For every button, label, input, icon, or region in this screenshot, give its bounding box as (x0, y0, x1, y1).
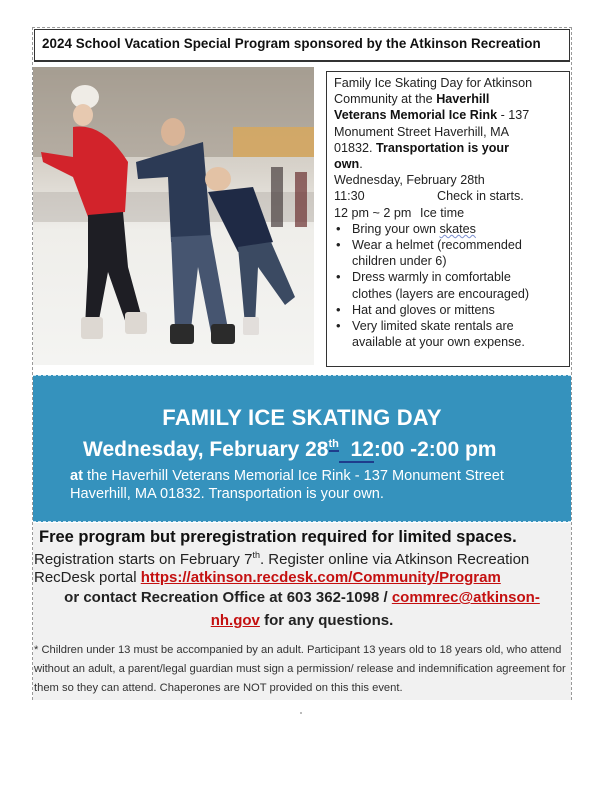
recdesk-portal-link[interactable]: https://atkinson.recdesk.com/Community/Program (140, 569, 501, 586)
list-item-text: available at your own expense. (352, 335, 525, 350)
event-date: Wednesday, February 28th (334, 173, 485, 188)
list-item-text: children under 6) (352, 254, 447, 269)
contact-line-2 (33, 612, 571, 629)
rink-name-bold: Haverhill (436, 92, 490, 107)
date-suffix: th (328, 438, 339, 450)
event-details-box (326, 71, 570, 367)
rink-name-bold: Veterans Memorial Ice Rink (334, 108, 498, 123)
intro-line-3 (334, 107, 569, 123)
address-text: the Haverhill Veterans Memorial Ice Rink - 137 Monument Street Haverhill, MA 01832. Transportation is your own. (70, 468, 504, 502)
contact-line (33, 589, 571, 606)
stray-mark (300, 712, 302, 714)
ice-skating-photo (33, 67, 314, 365)
schedule-ice-time (334, 205, 569, 221)
list-item (334, 269, 569, 301)
intro-line-1 (334, 75, 569, 91)
flyer-title: 2024 School Vacation Special Program sponsored by the Atkinson Recreation (42, 36, 541, 51)
portal-line (34, 569, 501, 586)
list-item (334, 318, 569, 350)
intro-line-2 (334, 91, 569, 107)
transportation-note: Transportation is your (376, 140, 509, 155)
contact-text: for any questions. (259, 612, 394, 629)
banner-date-time (83, 438, 496, 462)
registration-start-line (34, 550, 529, 568)
list-item-text: clothes (layers are encouraged) (352, 286, 530, 301)
intro-text: Family Ice Skating Day for Atkinson (334, 76, 533, 90)
what-to-bring-list (334, 221, 569, 351)
schedule-label: Ice time (420, 205, 465, 220)
registration-box (33, 523, 571, 700)
address-text: Monument Street Haverhill, MA (334, 124, 509, 139)
zip-text: 01832. (334, 140, 377, 155)
registration-text: . Register online via Atkinson Recreation (259, 551, 530, 568)
email-link-continued[interactable]: nh.gov (210, 612, 260, 629)
registration-text: RecDesk portal (34, 569, 141, 586)
spellcheck-flagged-word: skates (439, 221, 476, 236)
transportation-note: own (334, 157, 360, 172)
date-suffix: th (252, 550, 260, 560)
intro-line-4 (334, 124, 569, 140)
intro-text: - 137 (497, 108, 530, 123)
schedule-checkin (334, 188, 569, 204)
schedule-label: Check in starts. (437, 189, 524, 204)
list-item (334, 237, 569, 269)
intro-line-6 (334, 156, 569, 172)
contact-text: or contact Recreation Office at 603 362-1098 / (64, 589, 392, 606)
banner-date: Wednesday, February 28 (83, 438, 329, 461)
event-banner (33, 375, 571, 522)
list-item-text: Bring your own (352, 221, 440, 236)
list-item-text: • Hat and gloves or mittens (352, 302, 495, 317)
registration-headline: Free program but preregistration required for limited spaces. (39, 528, 517, 546)
supervision-disclaimer: * Children under 13 must be accompanied by an adult. Participant 13 years old to 18 years old, who attend without an adult, a parent/legal guardian must sign a permission/ release and indemnification agreement for them so they can attend. Chaperones are NOT provided on this this event. (34, 644, 566, 694)
list-item-text: • Dress warmly in comfortable (352, 270, 511, 285)
banner-time-start: 12 (338, 438, 374, 461)
photo-image-icon (33, 67, 314, 365)
schedule-time: 12 pm ~ 2 pm (334, 205, 412, 220)
address-prefix: at (70, 468, 83, 484)
header-box (34, 29, 570, 62)
banner-time-rest: :00 -2:00 pm (373, 438, 497, 461)
banner-address (70, 467, 550, 503)
list-item (334, 302, 569, 318)
banner-title: FAMILY ICE SKATING DAY (162, 405, 442, 430)
period: . (359, 157, 363, 172)
list-item (334, 221, 569, 237)
intro-text: Community at the (334, 92, 437, 107)
schedule-time: 11:30 (334, 189, 365, 204)
list-item-text: • Wear a helmet (recommended (352, 238, 522, 253)
list-item-text: • Very limited skate rentals are (352, 319, 514, 334)
registration-text: Registration starts on February 7 (34, 551, 253, 568)
email-link[interactable]: commrec@atkinson- (391, 589, 540, 606)
intro-line-5 (334, 140, 569, 156)
